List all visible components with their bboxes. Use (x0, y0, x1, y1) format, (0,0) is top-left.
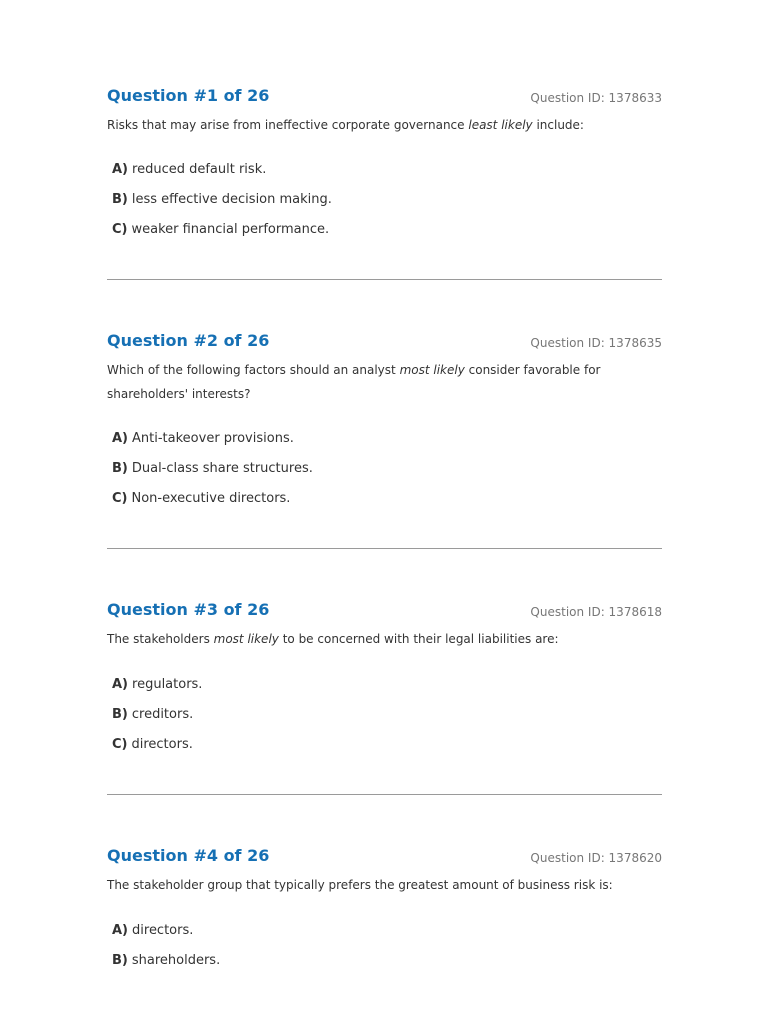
option-text: shareholders. (131, 953, 221, 968)
answer-options (112, 677, 202, 767)
answer-option-a[interactable] (112, 431, 313, 461)
option-text: regulators. (132, 677, 203, 692)
stem-emphasis: least likely (468, 118, 533, 132)
question-stem (107, 358, 607, 406)
answer-option-c[interactable] (112, 737, 202, 767)
question-id: Question ID: 1378633 (530, 91, 662, 105)
option-letter: A) (112, 923, 129, 938)
answer-option-b[interactable] (112, 953, 220, 983)
stem-text: consider favorable for shareholders' interests? (107, 363, 601, 401)
question-divider (107, 548, 662, 549)
option-text: directors. (131, 737, 193, 752)
answer-option-a[interactable] (112, 162, 332, 192)
option-text: reduced default risk. (132, 162, 267, 177)
stem-text: The stakeholder group that typically prefers the greatest amount of business risk is: (107, 878, 613, 892)
stem-emphasis: most likely (399, 363, 465, 377)
answer-option-c[interactable] (112, 491, 313, 521)
question-title: Question #1 of 26 (107, 86, 270, 105)
option-letter: A) (112, 162, 129, 177)
question-title: Question #4 of 26 (107, 846, 270, 865)
option-text: weaker financial performance. (131, 222, 330, 237)
question-id: Question ID: 1378635 (530, 336, 662, 350)
answer-option-b[interactable] (112, 707, 202, 737)
answer-option-a[interactable] (112, 923, 220, 953)
stem-text: include: (532, 118, 584, 132)
option-letter: C) (112, 222, 128, 237)
option-text: creditors. (131, 707, 194, 722)
question-title: Question #2 of 26 (107, 331, 270, 350)
answer-options (112, 431, 313, 521)
stem-text: Which of the following factors should an analyst (107, 363, 400, 377)
question-stem (107, 627, 627, 651)
stem-emphasis: most likely (213, 632, 279, 646)
question-divider (107, 794, 662, 795)
stem-text: to be concerned with their legal liabilities are: (278, 632, 559, 646)
answer-options (112, 923, 220, 983)
answer-option-b[interactable] (112, 461, 313, 491)
option-letter: A) (112, 431, 129, 446)
option-text: less effective decision making. (131, 192, 332, 207)
option-text: Anti-takeover provisions. (132, 431, 294, 446)
option-letter: A) (112, 677, 129, 692)
question-id: Question ID: 1378618 (530, 605, 662, 619)
question-stem (107, 873, 662, 897)
answer-option-b[interactable] (112, 192, 332, 222)
stem-text: Risks that may arise from ineffective corporate governance (107, 118, 469, 132)
option-text: Dual-class share structures. (131, 461, 313, 476)
option-text: Non-executive directors. (131, 491, 291, 506)
option-letter: B) (112, 707, 128, 722)
question-title: Question #3 of 26 (107, 600, 270, 619)
option-text: directors. (132, 923, 194, 938)
answer-option-c[interactable] (112, 222, 332, 252)
option-letter: C) (112, 491, 128, 506)
question-stem (107, 113, 627, 137)
option-letter: C) (112, 737, 128, 752)
answer-option-a[interactable] (112, 677, 202, 707)
answer-options (112, 162, 332, 252)
question-divider (107, 279, 662, 280)
option-letter: B) (112, 953, 128, 968)
stem-text: The stakeholders (107, 632, 214, 646)
option-letter: B) (112, 192, 128, 207)
question-id: Question ID: 1378620 (530, 851, 662, 865)
option-letter: B) (112, 461, 128, 476)
